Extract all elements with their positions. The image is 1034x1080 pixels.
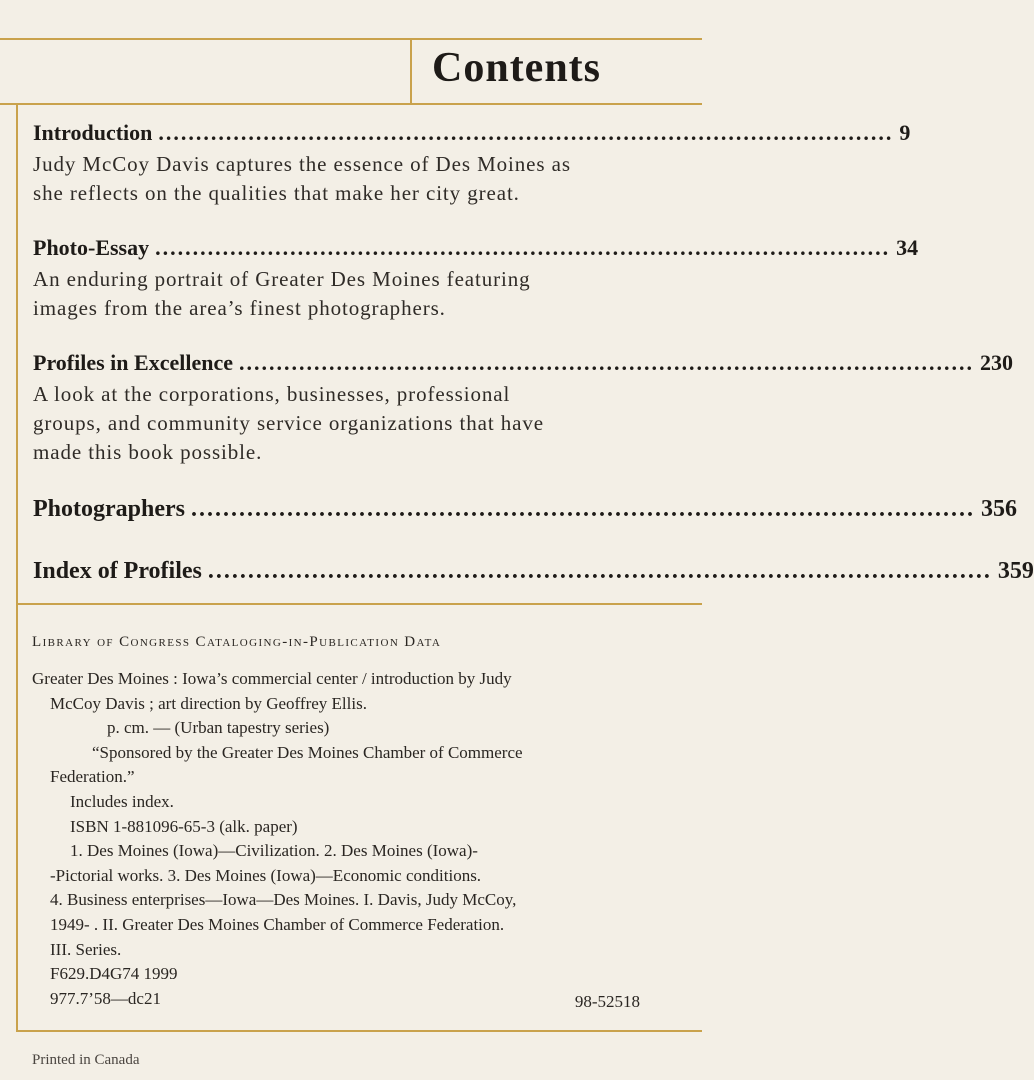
cip-line: “Sponsored by the Greater Des Moines Chamber of Commerce [92,742,523,762]
toc-page: 359 [997,558,1034,584]
header-top-rule [0,38,702,40]
toc-leader: .................................................................................................. [155,235,891,260]
page-title: Contents [432,45,602,91]
cip-line: III. Series. [50,939,122,959]
lccn-number: 98-52518 [574,992,640,1011]
toc-leader: .................................................................................................. [207,558,992,584]
cip-line: -Pictorial works. 3. Des Moines (Iowa)—Economic conditions. [50,865,482,885]
toc-entry-photographers [33,496,1017,523]
toc-description: Judy McCoy Davis captures the essence of Des Moines as she reflects on the qualities that make her city great. [33,152,571,205]
cip-line: ISBN 1-881096-65-3 (alk. paper) [70,816,298,836]
cip-line: p. cm. — (Urban tapestry series) [107,718,330,738]
toc-entry-profiles-in-excellence [33,350,1013,467]
toc-page: 356 [981,496,1017,522]
toc-page: 34 [896,235,919,260]
toc-entry-index-of-profiles [33,558,1034,585]
toc-page: 230 [980,350,1013,375]
toc-page: 9 [899,120,911,145]
toc-title: Profiles in Excellence [33,350,233,375]
cip-left-rule [16,603,18,1031]
cip-line: F629.D4G74 1999 [50,964,178,984]
cip-line: Includes index. [70,791,174,811]
toc-entry-photo-essay [33,235,919,323]
toc-left-rule [16,103,18,603]
cip-line: Federation.” [50,767,135,787]
cip-line: McCoy Davis ; art direction by Geoffrey Ellis. [50,693,367,713]
cip-line: 977.7’58—dc21 [50,988,161,1008]
cip-record [32,667,672,1011]
toc-title: Photographers [33,496,185,522]
toc-title: Introduction [33,120,153,145]
cip-line: 1949- . II. Greater Des Moines Chamber of Commerce Federation. [50,914,505,934]
toc-leader: .................................................................................................. [191,496,975,522]
cip-line: 1. Des Moines (Iowa)—Civilization. 2. Des Moines (Iowa)- [70,841,478,861]
toc-description: A look at the corporations, businesses, professional groups, and community service organizations that have made this book possible. [33,382,544,464]
cip-line: Greater Des Moines : Iowa’s commercial center / introduction by Judy [32,669,512,688]
toc-title: Index of Profiles [33,558,202,584]
toc-title: Photo-Essay [33,235,150,260]
toc-leader: .................................................................................................. [239,350,974,375]
toc-entry-introduction [33,120,911,208]
cip-heading: Library of Congress Cataloging-in-Publication Data [32,634,442,650]
toc-description: An enduring portrait of Greater Des Moines featuring images from the area’s finest photographers. [33,267,531,320]
printed-in-note: Printed in Canada [32,1052,140,1068]
toc-leader: .................................................................................................. [158,120,894,145]
cip-bottom-rule [16,1030,702,1032]
toc-bottom-rule [16,603,702,605]
header-bottom-rule [0,103,702,105]
header-divider [410,38,412,105]
cip-line: 4. Business enterprises—Iowa—Des Moines. I. Davis, Judy McCoy, [50,890,517,910]
